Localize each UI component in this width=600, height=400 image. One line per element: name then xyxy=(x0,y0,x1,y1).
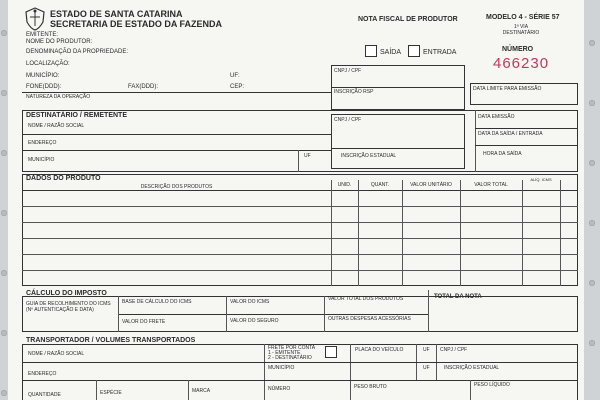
recipient-state-reg-label: INSCRIÇÃO ESTADUAL xyxy=(341,153,397,159)
nature-label: NATUREZA DA OPERAÇÃO xyxy=(26,94,91,100)
state-name: ESTADO DE SANTA CATARINA xyxy=(50,9,183,19)
freight-value-label: VALOR DO FRETE xyxy=(122,319,166,325)
right-tractor-holes xyxy=(588,0,596,400)
carrier-title: TRANSPORTADOR / VOLUMES TRANSPORTADOS xyxy=(26,337,196,344)
model-series: MODELO 4 - SÉRIE 57 xyxy=(486,14,560,21)
municipality-label: MUNICÍPIO: xyxy=(26,73,60,79)
carrier-cnpj-label: CNPJ / CPF xyxy=(440,347,468,353)
products-total-label: VALOR TOTAL DOS PRODUTOS xyxy=(328,296,404,302)
cnpj-label: CNPJ / CPF xyxy=(334,68,362,74)
fax-label: FAX(DDD): xyxy=(128,84,158,90)
emitente-label: EMITENTE: xyxy=(26,32,59,38)
freight-line-3: 2 - DESTINATÁRIO xyxy=(268,355,312,361)
phone-label: FONE(DDD): xyxy=(26,84,62,90)
unit-value-header: VALOR UNITÁRIO xyxy=(410,182,452,188)
coat-of-arms-icon xyxy=(24,7,46,31)
entrada-label: ENTRADA xyxy=(423,49,457,56)
icms-base-label: BASE DE CÁLCULO DO ICMS xyxy=(122,299,192,305)
cep-label: CEP: xyxy=(230,84,245,90)
carrier-uf-label-2: UF xyxy=(423,365,430,371)
recipient-cnpj-label: CNPJ / CPF xyxy=(334,117,362,123)
total-value-header: VALOR TOTAL xyxy=(474,182,508,188)
icms-value-label: VALOR DO ICMS xyxy=(230,299,270,305)
producer-name-label: NOME DO PRODUTOR: xyxy=(26,39,93,45)
invoice-form xyxy=(8,0,584,400)
entrada-checkbox[interactable] xyxy=(408,45,420,57)
carrier-state-reg-label: INSCRIÇÃO ESTADUAL xyxy=(444,365,500,371)
recipient-title: DESTINATÁRIO / REMETENTE xyxy=(26,112,127,119)
recipient-name-label: NOME / RAZÃO SOCIAL xyxy=(28,123,85,129)
quantity-header: QUANT. xyxy=(370,182,390,188)
number-label: NÚMERO xyxy=(502,46,534,53)
carrier-municipality-label: MUNICÍPIO xyxy=(268,365,295,371)
property-label: DENOMINAÇÃO DA PROPRIEDADE: xyxy=(26,49,129,55)
quantity-label: QUANTIDADE xyxy=(28,392,61,398)
description-header: DESCRIÇÃO DOS PRODUTOS xyxy=(140,184,213,190)
recipient-uf-label: UF xyxy=(304,153,311,159)
unit-header: UNID. xyxy=(337,182,352,188)
guia-label-2: (Nº AUTENTICAÇÃO E DATA) xyxy=(26,307,94,313)
icms-rate-header: ALÍQ. ICMS xyxy=(530,177,552,182)
net-weight-label: PESO LÍQUIDO xyxy=(474,382,510,388)
location-label: LOCALIZAÇÃO: xyxy=(26,61,70,67)
exit-date-label: DATA DA SAÍDA / ENTRADA xyxy=(478,131,543,137)
gross-weight-label: PESO BRUTO xyxy=(354,384,387,390)
carrier-uf-label: UF xyxy=(423,347,430,353)
uf-label: UF: xyxy=(230,73,240,79)
other-expenses-label: OUTRAS DESPESAS ACESSÓRIAS xyxy=(328,316,411,322)
emission-date-label: DATA EMISSÃO xyxy=(478,114,515,120)
product-title: DADOS DO PRODUTO xyxy=(26,175,101,182)
secretariat-name: SECRETARIA DE ESTADO DA FAZENDA xyxy=(50,19,223,29)
via-number: 1ª VIA xyxy=(513,24,529,30)
saida-label: SAÍDA xyxy=(380,49,402,56)
insurance-value-label: VALOR DO SEGURO xyxy=(230,318,279,324)
invoice-number: 466230 xyxy=(493,55,550,72)
volume-number-label: NÚMERO xyxy=(268,386,291,392)
recipient-address-label: ENDEREÇO xyxy=(28,140,57,146)
saida-checkbox[interactable] xyxy=(365,45,377,57)
freight-line-2: 1 - EMITENTE xyxy=(268,350,301,356)
guia-label-1: GUIA DE RECOLHIMENTO DO ICMS xyxy=(26,301,111,307)
document-title: NOTA FISCAL DE PRODUTOR xyxy=(358,16,458,23)
left-tractor-holes xyxy=(0,0,8,400)
carrier-address-label: ENDEREÇO xyxy=(28,371,57,377)
freight-line-1: FRETE POR CONTA xyxy=(268,345,316,351)
brand-label: MARCA xyxy=(192,388,211,394)
freight-checkbox[interactable] xyxy=(325,346,337,358)
inscricao-rsp-label: INSCRIÇÃO RSP xyxy=(334,89,374,95)
via-recipient: DESTINATÁRIO xyxy=(502,30,540,36)
species-label: ESPÉCIE xyxy=(100,390,122,396)
invoice-total-label: TOTAL DA NOTA xyxy=(434,294,482,300)
carrier-name-label: NOME / RAZÃO SOCIAL xyxy=(28,351,85,357)
date-limit-label: DATA LIMITE PARA EMISSÃO xyxy=(473,86,542,92)
exit-time-label: HORA DA SAÍDA xyxy=(483,151,522,157)
plate-label: PLACA DO VEÍCULO xyxy=(355,347,404,353)
tax-title: CÁLCULO DO IMPOSTO xyxy=(26,290,107,297)
recipient-municipality-label: MUNICÍPIO xyxy=(28,157,55,163)
